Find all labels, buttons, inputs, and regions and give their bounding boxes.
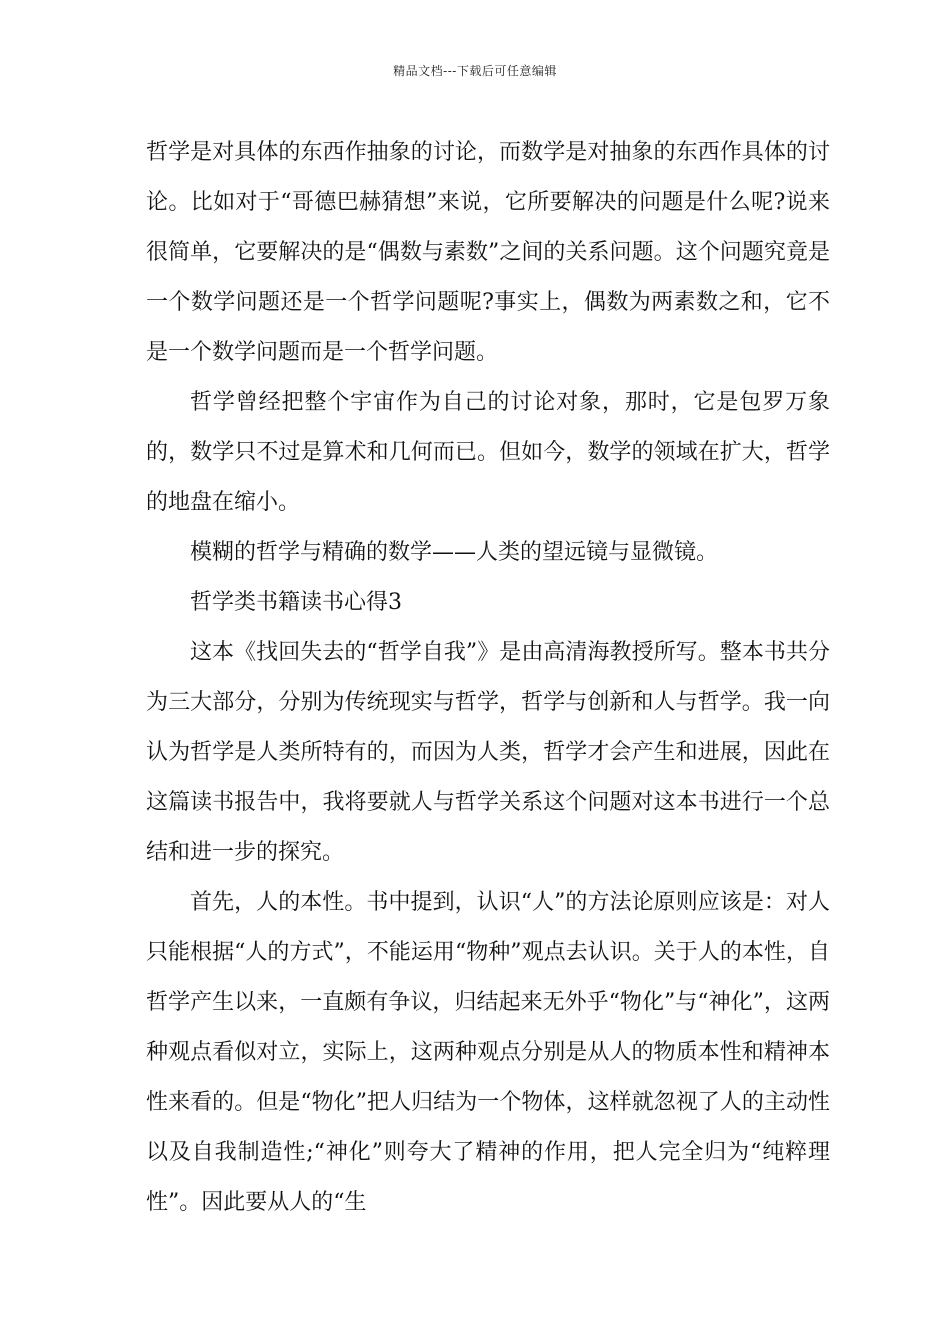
- page-header: 精品文档---下载后可任意编辑: [393, 64, 557, 78]
- paragraph-book-intro: 这本《找回失去的“哲学自我”》是由高清海教授所写。整本书共分为三大部分，分别为传统现实与哲学，哲学与创新和人与哲学。我一向认为哲学是人类所特有的，而因为人类，哲学才会产生和进展，因此在这篇读书报告中，我将要就人与哲学关系这个问题对这本书进行一个总结和进一步的探究。: [146, 640, 830, 865]
- section-heading: 哲学类书籍读书心得3: [190, 590, 402, 615]
- paragraph-philosophy-domain: 哲学曾经把整个宇宙作为自己的讨论对象，那时，它是包罗万象的，数学只不过是算术和几何而已。但如今，数学的领域在扩大，哲学的地盘在缩小。: [146, 390, 830, 515]
- paragraph-human-nature: 首先，人的本性。书中提到，认识“人”的方法论原则应该是：对人只能根据“人的方式”，不能运用“物种”观点去认识。关于人的本性，自哲学产生以来，一直颇有争议，归结起来无外乎“物化”与“神化”，这两种观点看似对立，实际上，这两种观点分别是从人的物质本性和精神本性来看的。但是“物化”把人归结为一个物体，这样就忽视了人的主动性以及自我制造性;“神化”则夸大了精神的作用，把人完全归为“纯粹理性”。因此要从人的“生: [146, 890, 830, 1215]
- paragraph-telescope-microscope: 模糊的哲学与精确的数学——人类的望远镜与显微镜。: [190, 540, 719, 565]
- paragraph-philosophy-vs-math: 哲学是对具体的东西作抽象的讨论，而数学是对抽象的东西作具体的讨论。比如对于“哥德巴赫猜想”来说，它所要解决的问题是什么呢?说来很简单，它要解决的是“偶数与素数”之间的关系问题。这个问题究竟是一个数学问题还是一个哲学问题呢?事实上，偶数为两素数之和，它不是一个数学问题而是一个哲学问题。: [146, 140, 830, 365]
- document-body: [146, 128, 830, 1228]
